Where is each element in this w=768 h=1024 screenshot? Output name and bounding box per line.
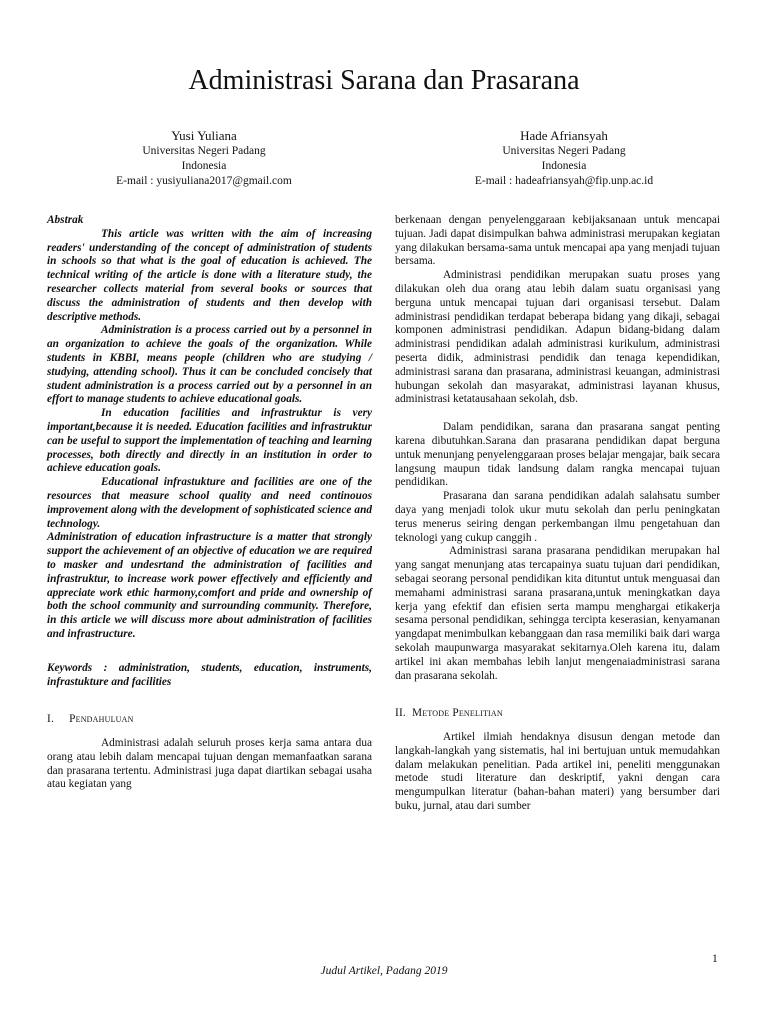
keywords: Keywords : administration, students, education, instruments, infrastukture and facilities <box>47 661 372 688</box>
body-paragraph: berkenaan dengan penyelenggaraan kebijaksanaan untuk mencapai tujuan. Jadi dapat disimpulkan bahwa administrasi merupakan kegiatan yang dilakukan bersama-sama untuk mencapai apa yang menjadi tujuan bersama. <box>395 214 720 268</box>
section-number: II. <box>395 707 406 720</box>
section-number: I. <box>47 713 54 726</box>
author-email: E-mail : yusiyuliana2017@gmail.com <box>116 175 292 187</box>
section-heading-metode <box>395 707 720 721</box>
page-number: 1 <box>712 953 718 965</box>
author-block-2 <box>399 127 729 189</box>
abstract-paragraph: In education facilities and infrastruktur is very important,because it is needed. Education facilities and infrastruktur can be useful to support the implementation of teaching and learning processes, both directly and directly in an institution in order to achieve education goals. <box>47 407 372 475</box>
body-paragraph: Administrasi pendidikan merupakan suatu proses yang dilakukan oleh dua orang atau lebih dalam suatu organisasi yang berguna untuk mencapai tujuan dari organisasi tersebut. Dalam administrasi pendidikan terdapat beberapa bidang yang dikaji, sebagai komponen administrasi pendidikan. Adapun bidang-bidang dalam administrasi pendidikan adalah administrasi kurikulum, administrasi peserta didik, administrasi pendidik dan tenaga kependidikan, administrasi sarana dan prasarana, administrasi keuangan, administrasi hubungan sekolah dan masyarakat, administrasi layanan khusus, administrasi ketatausahaan sekolah, dsb. <box>395 269 720 406</box>
author-name: Yusi Yuliana <box>171 128 237 143</box>
left-column <box>47 214 372 792</box>
body-paragraph: Prasarana dan sarana pendidikan adalah salahsatu sumber daya yang menjadi tolok ukur mutu sekolah dan perlu peningkatan terus menerus seiring dengan perkembangan ilmu pengetahuan dan teknologi yang cukup canggih . <box>395 490 720 544</box>
abstract-paragraph: This article was written with the aim of increasing readers' understanding of the concept of administration of students in schools so that what is the goal of education is achieved. The technical writing of the article is done with a literature study, the researcher collects material from several books or sources that discuss the administration of students and then develop with descriptive methods. <box>47 227 372 323</box>
section-title: Pendahuluan <box>69 713 134 726</box>
author-name: Hade Afriansyah <box>520 128 608 143</box>
author-country: Indonesia <box>181 160 227 172</box>
body-paragraph: Administrasi adalah seluruh proses kerja sama antara dua orang atau lebih dalam mencapai tujuan dengan memanfaatkan sarana dan prasarana tertentu. Administrasi juga dapat diartikan sebagai usaha atau kegiatan yang <box>47 737 372 791</box>
body-paragraph: Administrasi sarana prasarana pendidikan merupakan hal yang sangat menunjang atas tercapainya suatu tujuan dari pendidikan, sebagai seorang personal pendidikan kita dituntut untuk menguasai dan memahami administrasi sarana prasarana,untuk meningkatkan daya kerja yang efektif dan efisien serta mampu menghargai etikakerja sesama personal pendidikan, sehingga tercipta keserasian, kenyamanan yangdapat menimbulkan kebanggaan dan rasa memiliki baik dari warga sekolah maupunwarga masyarakat sekitarnya.Oleh karena itu, dalam artikel ini akan membahas lebih lanjut mengenaiadministrasi sarana dan prasarana sekolah. <box>395 545 720 682</box>
abstract-paragraph: Educational infrastukture and facilities are one of the resources that measure school quality and need continouos improvement along with the development of sophisticated science and technology. <box>47 476 372 530</box>
abstract-paragraph: Administration of education infrastructure is a matter that strongly support the achievement of an objective of education we are required to masker and undesrtand the administration of facilities and infrastruktur, to increase work power effectively and efficiently and appreciate work ethic harmony,comfort and pride and ownership of both the school community and surrounding community. Therefore, in this article we will discuss more about administration of facilities and infrastructure. <box>47 531 372 640</box>
author-affiliation: Universitas Negeri Padang <box>142 145 266 157</box>
author-affiliation: Universitas Negeri Padang <box>502 145 626 157</box>
body-paragraph: Artikel ilmiah hendaknya disusun dengan metode dan langkah-langkah yang sistematis, hal ini bertujuan untuk memudahkan dalam melakukan penelitian. Pada artikel ini, peneliti menggunakan metode studi literature dan deskriptif, yakni dengan cara mengumpulkan literatur (bahan-bahan materi) yang bersumber dari buku, jurnal, atau dari sumber <box>395 731 720 813</box>
body-paragraph: Dalam pendidikan, sarana dan prasarana sangat penting karena dibutuhkan.Sarana dan prasarana pendidikan dapat berguna untuk menunjang penyelenggaraan proses belajar mengajar, baik secara langsung maupun tidak landsung dalam rangka mencapai tujuan pendidikan. <box>395 421 720 489</box>
right-column <box>395 214 720 814</box>
author-block-1 <box>39 127 369 189</box>
abstract-paragraph: Administration is a process carried out by a personnel in an organization to achieve the goals of the organization. While students in KBBI, means people (children who are studying / studying, attending school). Thus it can be concluded concisely that student administration is a process carried out by a personnel in an effort to manage students to achieve educational goals. <box>47 324 372 406</box>
section-heading-pendahuluan <box>47 713 372 727</box>
paper-title: Administrasi Sarana dan Prasarana <box>188 65 580 96</box>
page-footer: Judul Artikel, Padang 2019 <box>320 965 448 977</box>
author-country: Indonesia <box>541 160 587 172</box>
author-email: E-mail : hadeafriansyah@fip.unp.ac.id <box>474 175 654 187</box>
abstract-heading: Abstrak <box>47 214 84 226</box>
section-title: Metode Penelitian <box>412 707 503 720</box>
